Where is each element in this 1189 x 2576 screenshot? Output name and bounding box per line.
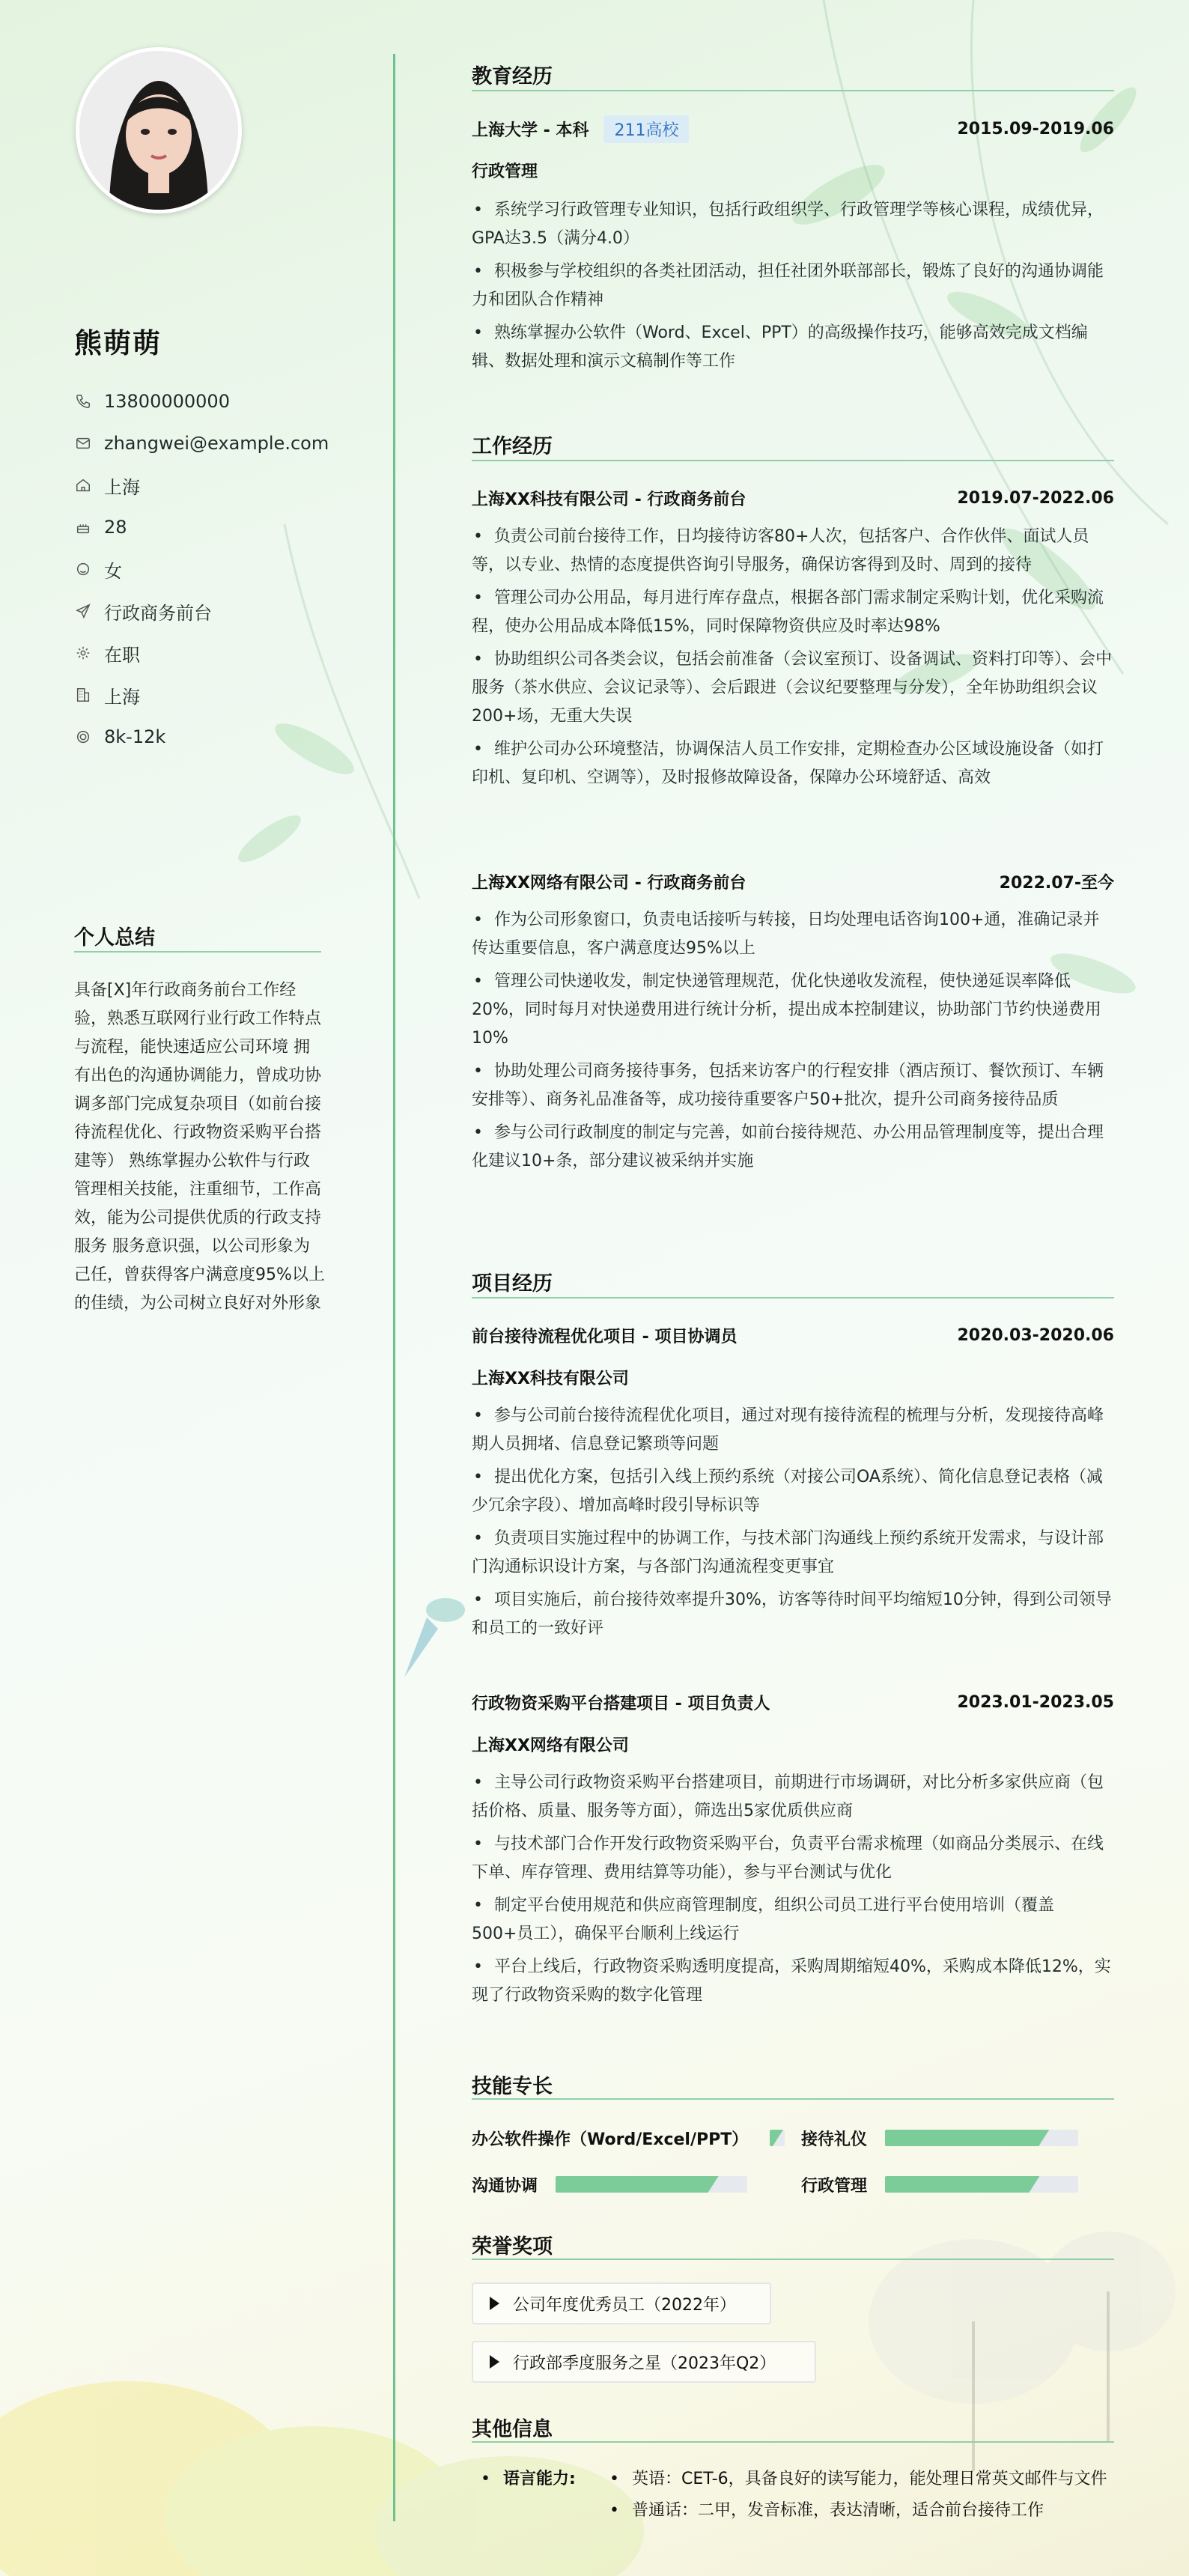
contact-list — [74, 380, 329, 758]
send-icon — [74, 602, 92, 620]
education-date: 2015.09-2019.06 — [957, 120, 1114, 139]
spacer — [481, 2497, 609, 2525]
skill-communication-bar — [556, 2176, 747, 2193]
contact-value: 上海 — [104, 476, 140, 498]
job-bullets — [472, 523, 1114, 797]
mail-icon — [74, 434, 92, 452]
project-company: 上海XX网络有限公司 — [472, 1737, 629, 1755]
project-bullets — [472, 1769, 1114, 2014]
skill-admin-label: 行政管理 — [801, 2177, 868, 2196]
contact-value: 13800000000 — [104, 391, 230, 412]
list-item: • 负责项目实施过程中的协调工作，与技术部门沟通线上预约系统开发需求，与设计部门沟通标识设计方案，与各部门沟通流程变更事宜 — [472, 1529, 1104, 1576]
list-item: • 协助组织公司各类会议，包括会前准备（会议室预订、设备调试、资料打印等）、会中服务（茶水供应、会议记录等）、会后跟进（会议纪要整理与分发），全年协助组织会议200+场，无重大失误 — [472, 650, 1113, 726]
list-item: • 制定平台使用规范和供应商管理制度，组织公司员工进行平台使用培训（覆盖500+员工），确保平台顺利上线运行 — [472, 1896, 1055, 1943]
list-item: • 负责公司前台接待工作，日均接待访客80+人次，包括客户、合作伙伴、面试人员等，以专业、热情的态度提供咨询引导服务，确保访客得到及时、周到的接待 — [472, 527, 1089, 574]
projects-title: 项目经历 — [472, 1272, 553, 1295]
job-date: 2019.07-2022.06 — [957, 489, 1114, 508]
home-icon — [74, 476, 92, 494]
summary-divider — [74, 951, 321, 953]
project-head — [472, 1691, 1114, 1714]
job-date: 2022.07-至今 — [999, 874, 1114, 893]
list-item: • 熟练掌握办公软件（Word、Excel、PPT）的高级操作技巧，能够高效完成文档编辑、数据处理和演示文稿制作等工作 — [472, 323, 1088, 371]
skill-communication-label: 沟通协调 — [472, 2177, 538, 2196]
skill-fill — [885, 2176, 1039, 2193]
avatar-portrait-icon — [79, 51, 238, 210]
contact-email — [74, 422, 329, 464]
list-item: • 参与公司行政制度的制定与完善，如前台接待规范、办公用品管理制度等，提出合理化建议10+条，部分建议被采纳并实施 — [472, 1123, 1104, 1170]
skill-office-bar — [770, 2130, 785, 2146]
language-mandarin: 普通话：二甲，发音标准，表达清晰，适合前台接待工作 — [632, 2501, 1044, 2520]
triangle-icon — [490, 2297, 499, 2310]
project-title: 前台接待流程优化项目 - 项目协调员 — [472, 1328, 738, 1346]
project-bullets — [472, 1402, 1114, 1647]
contact-phone — [74, 380, 329, 422]
coin-icon — [74, 728, 92, 746]
projects-divider — [472, 1297, 1114, 1298]
list-item: • 维护公司办公环境整洁，协调保洁人员工作安排，定期检查办公区域设施设备（如打印机、复印机、空调等），及时报修故障设备，保障办公环境舒适、高效 — [472, 740, 1104, 787]
contact-location — [74, 464, 329, 506]
education-head — [472, 115, 1114, 143]
sidebar — [0, 0, 393, 2576]
contact-value: 在职 — [104, 644, 140, 666]
contact-status — [74, 632, 329, 674]
school-tag: 211高校 — [603, 115, 689, 143]
contact-age — [74, 506, 329, 548]
contact-gender — [74, 548, 329, 590]
list-item: • 与技术部门合作开发行政物资采购平台，负责平台需求梳理（如商品分类展示、在线下单、库存管理、费用结算等功能），参与平台测试与优化 — [472, 1835, 1104, 1882]
education-divider — [472, 90, 1114, 91]
contact-city — [74, 674, 329, 716]
triangle-icon — [490, 2355, 499, 2369]
awards-title: 荣誉奖项 — [472, 2235, 553, 2258]
other-title: 其他信息 — [472, 2418, 553, 2441]
list-item: • 项目实施后，前台接待效率提升30%，访客等待时间平均缩短10分钟，得到公司领导和员工的一致好评 — [472, 1591, 1112, 1638]
project-head — [472, 1324, 1114, 1347]
language-line — [481, 2465, 1114, 2494]
gender-icon — [74, 560, 92, 578]
education-title: 教育经历 — [472, 65, 553, 88]
cake-icon — [74, 518, 92, 536]
skill-office-label: 办公软件操作（Word/Excel/PPT） — [472, 2130, 749, 2149]
skills-title: 技能专长 — [472, 2075, 553, 2098]
language-line — [481, 2497, 1114, 2525]
contact-value: zhangwei@example.com — [104, 433, 329, 454]
list-item: • 平台上线后，行政物资采购透明度提高，采购周期缩短40%，采购成本降低12%，实现了行政物资采购的数字化管理 — [472, 1957, 1111, 2005]
list-item: • 参与公司前台接待流程优化项目，通过对现有接待流程的梳理与分析，发现接待高峰期人员拥堵、信息登记繁琐等问题 — [472, 1406, 1104, 1453]
contact-value: 女 — [104, 560, 122, 582]
project-company: 上海XX科技有限公司 — [472, 1370, 629, 1388]
job-head — [472, 487, 1114, 510]
summary-title: 个人总结 — [74, 926, 155, 950]
education-school: 上海大学 - 本科 — [472, 121, 589, 140]
skill-reception-label: 接待礼仪 — [801, 2130, 868, 2149]
job-title: 上海XX科技有限公司 - 行政商务前台 — [472, 490, 746, 509]
contact-value: 28 — [104, 517, 127, 538]
contact-salary — [74, 716, 329, 758]
bullet: • — [609, 2501, 619, 2520]
award-item: 行政部季度服务之星（2023年Q2） — [472, 2341, 816, 2383]
avatar — [76, 47, 242, 213]
list-item: • 提出优化方案，包括引入线上预约系统（对接公司OA系统）、简化信息登记表格（减少冗余字段）、增加高峰时段引导标识等 — [472, 1468, 1103, 1515]
skill-fill — [885, 2130, 1049, 2146]
awards-divider — [472, 2258, 1114, 2260]
work-divider — [472, 460, 1114, 461]
work-title: 工作经历 — [472, 435, 553, 458]
education-bullets — [472, 196, 1114, 380]
language-row — [481, 2465, 1114, 2525]
column-divider — [393, 54, 395, 2521]
contact-value: 上海 — [104, 686, 140, 708]
skill-reception-bar — [885, 2130, 1078, 2146]
phone-icon — [74, 392, 92, 410]
job-title: 上海XX网络有限公司 - 行政商务前台 — [472, 874, 746, 893]
building-icon — [74, 686, 92, 704]
language-label: 语言能力: — [503, 2470, 576, 2488]
contact-value: 8k-12k — [104, 726, 166, 747]
education-school-wrap — [472, 115, 689, 143]
candidate-name: 熊萌萌 — [74, 327, 162, 359]
skill-admin-bar — [885, 2176, 1078, 2193]
summary-text: 具备[X]年行政商务前台工作经验，熟悉互联网行业行政工作特点与流程，能快速适应公司环境 拥有出色的沟通协调能力，曾成功协调多部门完成复杂项目（如前台接待流程优化、行政物资采购平台搭建等） 熟练掌握办公软件与行政管理相关技能，注重细节，工作高效，能为公司提供优质的行政支持服务 服务意识强，以公司形象为己任，曾获得客户满意度95%以上的佳绩，为公司树立良好对外形象 — [74, 981, 325, 1313]
project-title: 行政物资采购平台搭建项目 - 项目负责人 — [472, 1695, 770, 1713]
project-date: 2023.01-2023.05 — [957, 1693, 1114, 1712]
skills-divider — [472, 2098, 1114, 2100]
list-item: • 系统学习行政管理专业知识，包括行政组织学、行政管理学等核心课程，成绩优异，GPA达3.5（满分4.0） — [472, 201, 1104, 248]
language-english: 英语：CET-6，具备良好的读写能力，能处理日常英文邮件与文件 — [632, 2470, 1107, 2488]
bullet: • — [481, 2470, 490, 2488]
gear-icon — [74, 644, 92, 662]
bullet: • — [609, 2470, 619, 2488]
list-item: • 管理公司办公用品，每月进行库存盘点，根据各部门需求制定采购计划，优化采购流程，使办公用品成本降低15%，同时保障物资供应及时率达98% — [472, 589, 1104, 636]
list-item: • 协助处理公司商务接待事务，包括来访客户的行程安排（酒店预订、餐饮预订、车辆安排等）、商务礼品准备等，成功接待重要客户50+批次，提升公司商务接待品质 — [472, 1062, 1104, 1109]
contact-position — [74, 590, 329, 632]
award-item: 公司年度优秀员工（2022年） — [472, 2282, 771, 2324]
contact-value: 行政商务前台 — [104, 602, 212, 624]
job-head — [472, 870, 1114, 893]
other-divider — [472, 2441, 1114, 2443]
job-bullets — [472, 906, 1114, 1180]
skill-fill — [770, 2130, 783, 2146]
project-date: 2020.03-2020.06 — [957, 1326, 1114, 1345]
skill-fill — [556, 2176, 719, 2193]
list-item: • 作为公司形象窗口，负责电话接听与转接，日均处理电话咨询100+通，准确记录并传达重要信息，客户满意度达95%以上 — [472, 911, 1100, 958]
list-item: • 管理公司快递收发，制定快递管理规范，优化快递收发流程，使快递延误率降低20%，同时每月对快递费用进行统计分析，提出成本控制建议，协助部门节约快递费用10% — [472, 972, 1101, 1048]
list-item: • 主导公司行政物资采购平台搭建项目，前期进行市场调研，对比分析多家供应商（包括价格、质量、服务等方面），筛选出5家优质供应商 — [472, 1773, 1104, 1820]
education-major: 行政管理 — [472, 162, 538, 181]
list-item: • 积极参与学校组织的各类社团活动，担任社团外联部部长，锻炼了良好的沟通协调能力和团队合作精神 — [472, 262, 1104, 309]
